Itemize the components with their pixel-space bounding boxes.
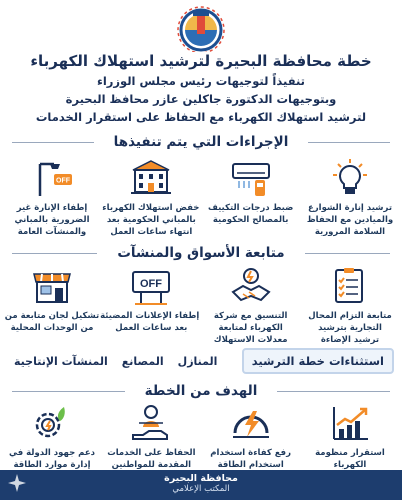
caption-line: الحفاظ على الخدمات xyxy=(107,448,196,458)
caption-line: انتهاء ساعات العمل xyxy=(110,227,193,237)
monitoring-card xyxy=(205,266,297,346)
caption-line: استخدام الطاقة xyxy=(217,460,284,470)
procedure-caption xyxy=(203,202,299,226)
light-bulb-icon xyxy=(328,158,372,198)
goal-card xyxy=(105,403,197,471)
caption-line: الضرورية بالمباني xyxy=(14,215,90,225)
procedure-caption xyxy=(4,202,100,238)
exception-item: المصانع xyxy=(121,354,164,368)
service-hand-icon xyxy=(129,403,173,443)
caption-line: ترشيد الإضاءة xyxy=(320,335,380,345)
divider xyxy=(12,142,94,143)
goal-card xyxy=(205,403,297,471)
divider xyxy=(12,391,125,392)
footer-media-office: المكتب الإعلامي xyxy=(172,484,230,494)
procedures-section-header xyxy=(0,132,402,152)
monitoring-card xyxy=(304,266,396,346)
exceptions-label: استثناءات خطة الترشيد xyxy=(242,348,394,374)
goal-card xyxy=(6,403,98,471)
subtitle-line-2: وبتوجيهات الدكتورة جاكلين عازر محافظ البحيرة xyxy=(65,92,337,106)
caption-line: دعم جهود الدولة في xyxy=(9,448,95,458)
goal-caption xyxy=(302,447,398,471)
energy-gear-icon xyxy=(30,403,74,443)
off-badge: OFF xyxy=(56,177,71,185)
caption-line: والميادين مع الحفاظ xyxy=(306,215,394,225)
procedure-card xyxy=(102,158,200,238)
caption-line: بعد ساعات العمل xyxy=(115,323,188,333)
caption-line: متابعة التزام المحال xyxy=(308,311,392,321)
caption-line: إطفاء الإنارة غير xyxy=(16,203,88,213)
monitoring-card xyxy=(6,266,98,346)
exception-item: المنشآت الإنتاجية xyxy=(14,354,108,368)
goals-heading: الهدف من الخطة xyxy=(144,383,258,399)
monitoring-row xyxy=(6,266,396,346)
caption-line: الكهرباء لمتابعة xyxy=(218,323,283,333)
caption-line: بالمصالح الحكومية xyxy=(212,215,289,225)
exceptions-bar xyxy=(8,346,394,376)
monitoring-caption xyxy=(302,310,398,346)
goal-caption xyxy=(203,447,299,471)
caption-line: خفض استهلاك الكهرباء xyxy=(102,203,200,213)
footer-bar xyxy=(0,470,402,500)
caption-line: إدارة موارد الطاقة xyxy=(13,460,91,470)
procedure-caption xyxy=(103,202,199,238)
goals-row xyxy=(6,403,396,471)
street-lamp-icon xyxy=(30,158,74,198)
governorate-logo xyxy=(175,4,227,52)
caption-line: من الوحدات المحلية xyxy=(10,323,94,333)
monitoring-card xyxy=(100,266,200,346)
lightning-gauge-icon xyxy=(229,403,273,443)
procedure-caption xyxy=(302,202,398,238)
caption-line: التجارية بترشيد xyxy=(318,323,382,333)
exception-item: المنازل xyxy=(177,354,218,368)
procedures-row xyxy=(6,158,396,238)
caption-line: تشكيل لجان متابعة من xyxy=(4,311,100,321)
goal-card xyxy=(304,403,396,471)
divider xyxy=(308,142,390,143)
goals-section-header xyxy=(0,381,402,401)
procedure-card xyxy=(205,158,297,238)
caption-line: والمنشآت العامة xyxy=(17,227,87,237)
caption-line: رفع كفاءة استخدام xyxy=(210,448,292,458)
government-building-icon xyxy=(129,158,173,198)
monitoring-caption xyxy=(4,310,100,334)
monitoring-caption xyxy=(203,310,299,346)
procedure-card xyxy=(6,158,98,238)
caption-line: الكهرباء xyxy=(333,460,367,470)
sparkle-icon xyxy=(8,474,26,492)
monitoring-heading: متابعة الأسواق والمنشآت xyxy=(117,245,285,261)
caption-line: إطفاء الإعلانات المضيئة xyxy=(100,311,200,321)
air-conditioner-icon xyxy=(229,158,273,198)
goal-caption xyxy=(4,447,100,471)
caption-line: السلامة المرورية xyxy=(314,227,386,237)
goal-caption xyxy=(103,447,199,471)
caption-line: استقرار منظومة xyxy=(315,448,385,458)
footer-governorate: محافظة البحيرة xyxy=(164,473,238,484)
caption-line: التنسيق مع شركة xyxy=(213,311,288,321)
checklist-icon xyxy=(328,266,372,306)
caption-line: معدلات الاستهلاك xyxy=(213,335,288,345)
procedures-heading: الإجراءات التي يتم تنفيذها xyxy=(113,134,289,150)
divider xyxy=(277,391,390,392)
caption-line: ترشيد إنارة الشوارع xyxy=(307,203,393,213)
subtitle-line-1: تنفيذاً لتوجيهات رئيس مجلس الوزراء xyxy=(96,74,306,88)
procedure-card xyxy=(304,158,396,238)
subtitle-line-3: لترشيد استهلاك الكهرباء مع الحفاظ على استقرار الخدمات xyxy=(35,110,367,124)
off-badge: OFF xyxy=(140,278,163,290)
divider xyxy=(12,253,97,254)
caption-line: ضبط درجات التكييف xyxy=(207,203,294,213)
billboard-off-icon xyxy=(129,266,173,306)
growth-chart-icon xyxy=(328,403,372,443)
page-title: خطة محافظة البحيرة لترشيد استهلاك الكهرباء xyxy=(30,52,372,70)
exceptions-list xyxy=(8,355,217,368)
monitoring-section-header xyxy=(0,243,402,263)
monitoring-caption xyxy=(100,310,200,334)
handshake-icon xyxy=(229,266,273,306)
caption-line: المقدمة للمواطنين xyxy=(111,460,192,470)
caption-line: بالمباني الحكومية بعد xyxy=(106,215,196,225)
shop-icon xyxy=(30,266,74,306)
divider xyxy=(305,253,390,254)
